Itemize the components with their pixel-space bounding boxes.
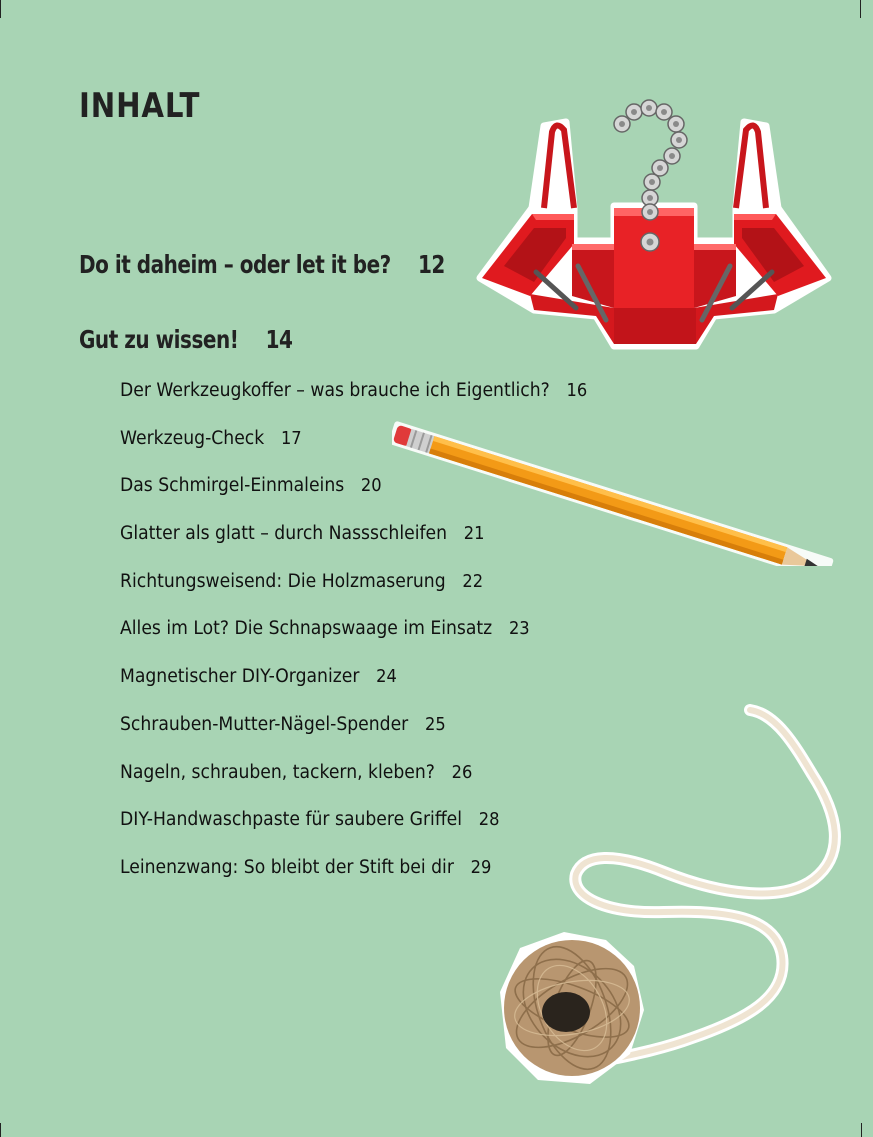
entry-page-number: 28 (478, 810, 500, 831)
entry-title: DIY-Handwaschpaste für saubere Griffel (120, 809, 463, 831)
crop-mark (860, 0, 861, 18)
entry-page-number: 21 (463, 524, 485, 545)
toc-entry (120, 614, 587, 662)
entry-page-number: 17 (280, 428, 302, 449)
entry-title: Leinenzwang: So bleibt der Stift bei dir (120, 856, 454, 878)
entry-title: Werkzeug-Check (120, 427, 265, 449)
crop-mark (0, 0, 1, 18)
entry-page-number: 29 (470, 857, 492, 878)
chapter-page-number: 12 (417, 250, 445, 279)
entry-page-number: 25 (424, 714, 446, 735)
chapter-entry (79, 250, 445, 279)
crop-mark (861, 1123, 862, 1137)
twine-icon (494, 704, 850, 1098)
entry-title: Nageln, schrauben, tackern, kleben? (120, 761, 435, 783)
entry-page-number: 22 (462, 571, 484, 592)
chapter-page-number: 14 (265, 325, 293, 354)
toc-entry (120, 376, 587, 424)
chapter-title: Do it daheim – oder let it be? (79, 250, 391, 279)
pencil-icon (392, 418, 836, 566)
entry-page-number: 26 (451, 762, 473, 783)
entry-page-number: 24 (376, 667, 397, 688)
entry-page-number: 16 (566, 381, 588, 401)
entry-page-number: 23 (508, 619, 530, 640)
entry-title: Magnetischer DIY-Organizer (120, 666, 360, 688)
toc-entry (120, 662, 587, 710)
page-title: INHALT (79, 86, 201, 126)
entry-title: Schrauben-Mutter-Nägel-Spender (120, 713, 409, 735)
entry-title: Das Schmirgel-Einmaleins (120, 475, 345, 497)
entry-page-number: 20 (360, 476, 382, 497)
toc-entry (120, 567, 587, 615)
chapter-title: Gut zu wissen! (79, 325, 239, 354)
entry-title: Richtungsweisend: Die Holzmaserung (120, 570, 446, 592)
entry-title: Alles im Lot? Die Schnapswaage im Einsatz (120, 618, 493, 640)
crop-mark (0, 1123, 1, 1137)
chapter-entry (79, 325, 292, 354)
entry-title: Der Werkzeugkoffer – was brauche ich Eigentlich? (120, 380, 550, 401)
toolbox-icon (474, 96, 834, 354)
entry-title: Glatter als glatt – durch Nassschleifen (120, 523, 448, 545)
